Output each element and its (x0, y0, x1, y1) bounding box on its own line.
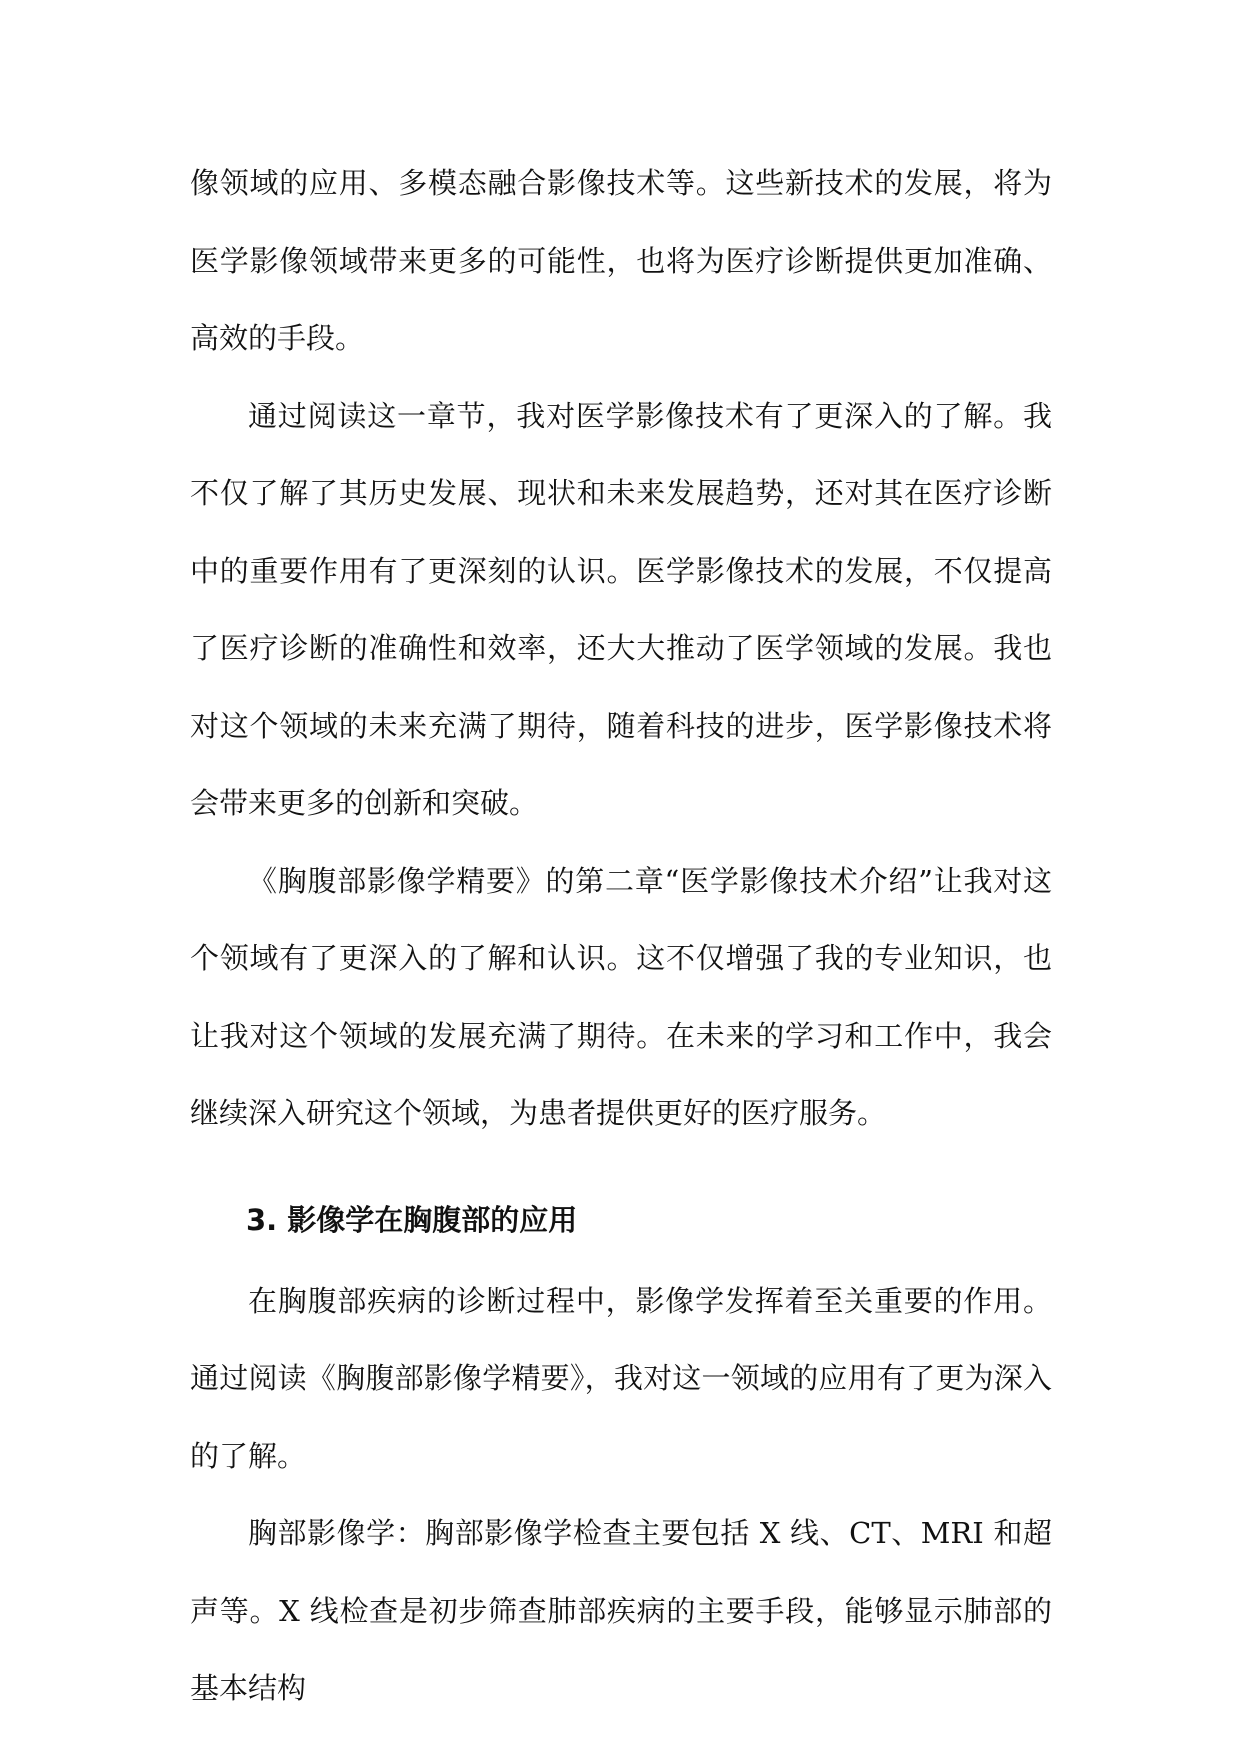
section-heading: 3. 影像学在胸腹部的应用 (246, 1202, 578, 1237)
document-page (190, 145, 1052, 1728)
paragraph-continuation: 像领域的应用、多模态融合影像技术等。这些新技术的发展，将为医学影像领域带来更多的可能性，也将为医疗诊断提供更加准确、高效的手段。 (190, 166, 1052, 355)
paragraph-chapter-summary: 《胸腹部影像学精要》的第二章“医学影像技术介绍”让我对这个领域有了更深入的了解和认识。这不仅增强了我的专业知识，也让我对这个领域的发展充满了期待。在未来的学习和工作中，我会继续深入研究这个领域，为患者提供更好的医疗服务。 (190, 863, 1052, 1130)
paragraph-chest-imaging: 胸部影像学：胸部影像学检查主要包括 X 线、CT、MRI 和超声等。X 线检查是初步筛查肺部疾病的主要手段，能够显示肺部的基本结构 (190, 1516, 1052, 1705)
paragraph-reflection: 通过阅读这一章节，我对医学影像技术有了更深入的了解。我不仅了解了其历史发展、现状和未来发展趋势，还对其在医疗诊断中的重要作用有了更深刻的认识。医学影像技术的发展，不仅提高了医疗诊断的准确性和效率，还大大推动了医学领域的发展。我也对这个领域的未来充满了期待，随着科技的进步，医学影像技术将会带来更多的创新和突破。 (190, 398, 1052, 820)
paragraph-section-intro: 在胸腹部疾病的诊断过程中，影像学发挥着至关重要的作用。通过阅读《胸腹部影像学精要》，我对这一领域的应用有了更为深入的了解。 (190, 1283, 1052, 1473)
